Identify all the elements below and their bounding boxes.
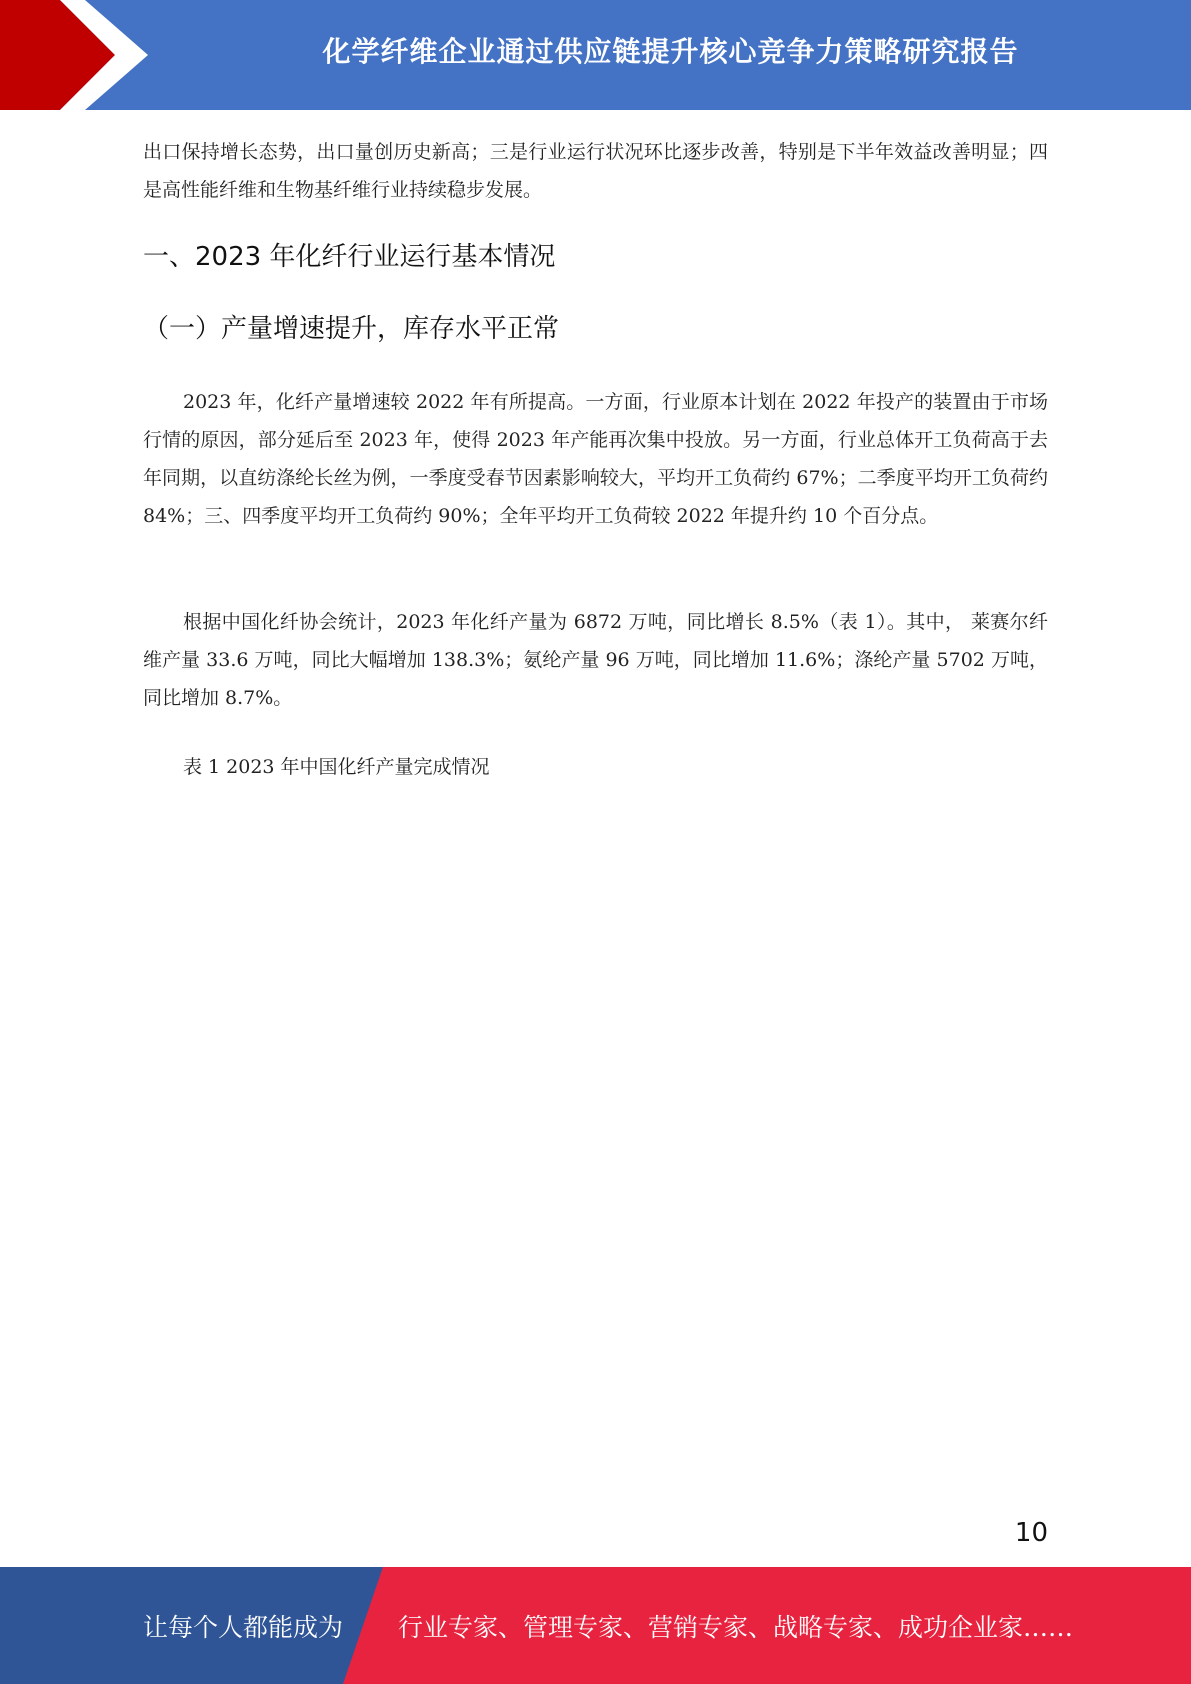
intro-paragraph: 出口保持增长态势，出口量创历史新高；三是行业运行状况环比逐步改善，特别是下半年效益改善明显；四是高性能纤维和生物基纤维行业持续稳步发展。: [143, 141, 1048, 201]
footer-slogan-left: 让每个人都能成为: [143, 1612, 344, 1642]
page-footer: [0, 1567, 1191, 1684]
paragraph-block-1: [143, 383, 1048, 535]
report-title: 化学纤维企业通过供应链提升核心竞争力策略研究报告: [322, 35, 1019, 68]
footer-slogan-right: 行业专家、管理专家、营销专家、战略专家、成功企业家……: [398, 1612, 1074, 1642]
table-caption: 表 1 2023 年中国化纤产量完成情况: [183, 756, 490, 778]
paragraph-block-2: [143, 603, 1048, 717]
section-heading: 一、2023 年化纤行业运行基本情况: [143, 242, 556, 272]
page-number: 10: [1014, 1518, 1048, 1548]
intro-block: [143, 133, 1048, 209]
page-header: [0, 0, 1191, 110]
body-paragraph-2: 根据中国化纤协会统计，2023 年化纤产量为 6872 万吨，同比增长 8.5%（表 1）。其中， 莱赛尔纤维产量 33.6 万吨，同比大幅增加 138.3%；氨纶产量 96 万吨，同比增加 11.6%；涤纶产量 5702 万吨，同比增加 8.7%。: [143, 611, 1048, 709]
body-paragraph-1: 2023 年，化纤产量增速较 2022 年有所提高。一方面，行业原本计划在 2022 年投产的装置由于市场行情的原因，部分延后至 2023 年，使得 2023 年产能再次集中投放。另一方面，行业总体开工负荷高于去年同期，以直纺涤纶长丝为例，一季度受春节因素影响较大，平均开工负荷约 67%；二季度平均开工负荷约 84%；三、四季度平均开工负荷约 90%；全年平均开工负荷较 2022 年提升约 10 个百分点。: [143, 391, 1048, 527]
subsection-heading: （一）产量增速提升，库存水平正常: [143, 314, 560, 344]
